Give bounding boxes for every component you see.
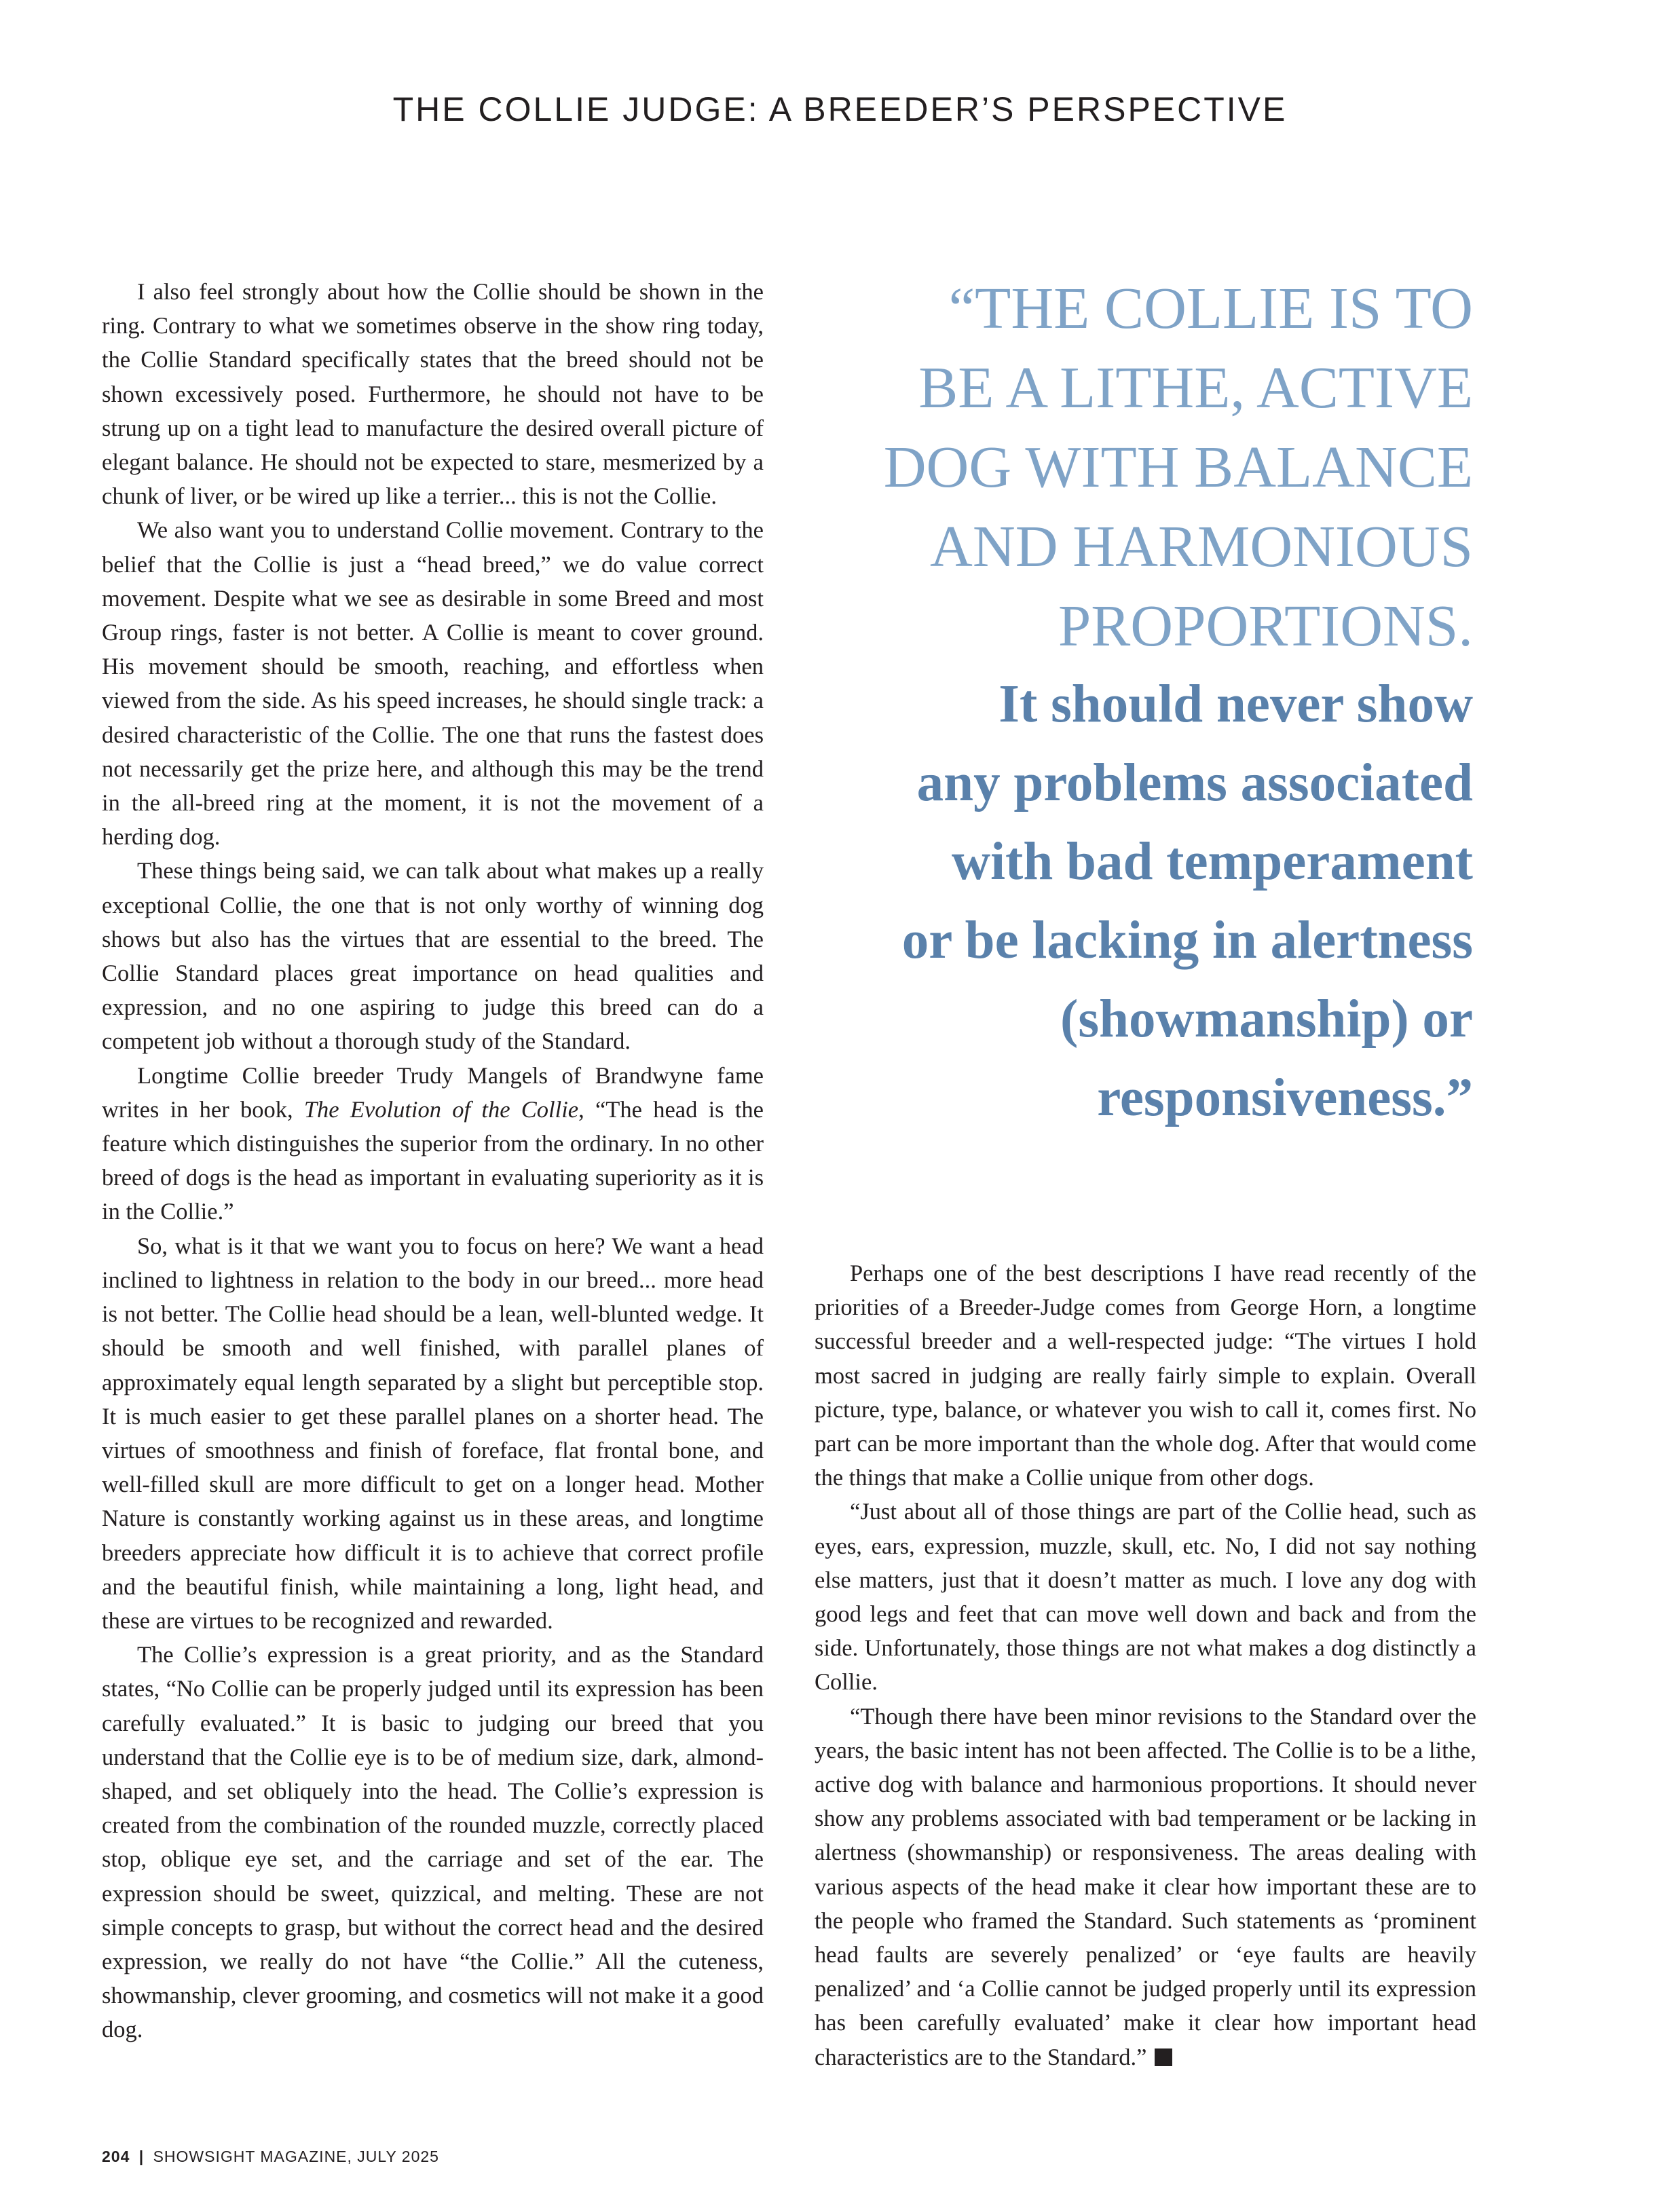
body-paragraph: So, what is it that we want you to focus on here? We want a head inclined to lightness in relation to the body in our breed... more head is not better. The Collie head should be a lean, well-blunted wedge. It should be smooth and well finished, with parallel planes of approximately equal length separated by a slight but perceptible stop. It is much easier to get these parallel planes on a shorter head. The virtues of smoothness and finish of foreface, flat frontal bone, and well-filled skull are more difficult to get on a longer head. Mother Nature is constantly working against us in these areas, and longtime breeders appreciate how difficult it is to achieve that correct profile and the beautiful finish, while maintaining a long, light head, and these are virtues to be recognized and rewarded. [102, 1233, 764, 1634]
pull-quote-bold-line: any problems associated [916, 753, 1473, 812]
article-left-column [102, 275, 764, 2047]
article-right-column [815, 1256, 1476, 2074]
body-paragraph: I also feel strongly about how the Collie should be shown in the ring. Contrary to what we sometimes observe in the show ring today, the Collie Standard specifically states that the breed should not be shown excessively posed. Furthermore, he should not have to be strung up on a tight lead to manufacture the desired overall picture of elegant balance. He should not be expected to stare, mesmerized by a chunk of liver, or be wired up like a terrier... this is not the Collie. [102, 279, 764, 510]
running-title: THE COLLIE JUDGE: A BREEDER’S PERSPECTIVE [392, 90, 1288, 128]
pull-quote-bold-line: It should never show [998, 675, 1473, 734]
pull-quote-line: AND HARMONIOUS [930, 513, 1473, 579]
pull-quote-bold-line: (showmanship) or [1060, 990, 1473, 1049]
publication-line: SHOWSIGHT MAGAZINE, JULY 2025 [153, 2148, 439, 2165]
body-paragraph [102, 1059, 764, 1229]
paragraph-text: , “The head is the feature which distinguishes the superior from the ordinary. In no other breed of dogs is the head as important in evaluating superiority as it is in the Collie.” [102, 1096, 764, 1225]
pull-quote-line: “THE COLLIE IS TO [948, 275, 1473, 341]
paragraph-text: Longtime Collie breeder Trudy Mangels of Brandwyne fame writes in her book, [102, 1062, 764, 1123]
book-title: The Evolution of the Collie [303, 1096, 579, 1123]
body-paragraph [815, 1700, 1476, 2074]
body-paragraph: These things being said, we can talk about what makes up a really exceptional Collie, the one that is not only worthy of winning dog shows but also has the virtues that are essential to the breed. The Collie Standard places great importance on head qualities and expression, and no one aspiring to judge this breed can do a competent job without a thorough study of the Standard. [102, 858, 764, 1055]
pull-quote [801, 268, 1473, 1138]
pull-quote-line: PROPORTIONS. [1058, 593, 1473, 658]
footer-separator: | [138, 2148, 145, 2165]
pull-quote-line: BE A LITHE, ACTIVE [918, 354, 1473, 420]
page-number: 204 [102, 2148, 130, 2165]
pull-quote-line: DOG WITH BALANCE [883, 434, 1473, 500]
body-paragraph: The Collie’s expression is a great priority, and as the Standard states, “No Collie can be properly judged until its expression has been carefully evaluated.” It is basic to judging our breed that you understand that the Collie eye is to be of medium size, dark, almond-shaped, and set obliquely into the head. The Collie’s expression is created from the combination of the rounded muzzle, correctly placed stop, oblique eye set, and the carriage and set of the ear. The expression should be sweet, quizzical, and melting. These are not simple concepts to grasp, but without the correct head and the desired expression, we really do not have “the Collie.” All the cuteness, showmanship, clever grooming, and cosmetics will not make it a good dog. [102, 1642, 764, 2043]
page-footer [102, 2148, 439, 2166]
body-paragraph: We also want you to understand Collie movement. Contrary to the belief that the Collie is just a “head breed,” we do value correct movement. Despite what we see as desirable in some Breed and most Group rings, faster is not better. A Collie is meant to cover ground. His movement should be smooth, reaching, and effortless when viewed from the side. As his speed increases, he should single track: a desired characteristic of the Collie. The one that runs the fastest does not necessarily get the prize here, and although this may be the trend in the all-breed ring at the moment, it is not the movement of a herding dog. [102, 517, 764, 850]
body-paragraph: “Just about all of those things are part of the Collie head, such as eyes, ears, expression, muzzle, skull, etc. No, I did not say nothing else matters, just that it doesn’t matter as much. I love any dog with good legs and feet that can move well down and back and from the side. Unfortunately, those things are not what makes a dog distinctly a Collie. [815, 1499, 1476, 1696]
pull-quote-bold-line: or be lacking in alertness [901, 911, 1473, 970]
paragraph-text: “Though there have been minor revisions to the Standard over the years, the basic intent has not been affected. The Collie is to be a lithe, active dog with balance and harmonious proportions. It should never show any problems associated with bad temperament or be lacking in alertness (showmanship) or responsiveness. The areas dealing with various aspects of the head make it clear how important these are to the people who framed the Standard. Such statements as ‘prominent head faults are severely penalized’ or ‘eye faults are heavily penalized’ and ‘a Collie cannot be judged properly until its expression has been carefully evaluated’ make it clear how important head characteristics are to the Standard.” [815, 1703, 1476, 2070]
pull-quote-bold-line: with bad temperament [952, 832, 1473, 891]
end-of-article-mark [1155, 2048, 1172, 2066]
body-paragraph: Perhaps one of the best descriptions I have read recently of the priorities of a Breeder-Judge comes from George Horn, a longtime successful breeder and a well-respected judge: “The virtues I hold most sacred in judging are really fairly simple to explain. Overall picture, type, balance, or whatever you wish to call it, comes first. No part can be more important than the whole dog. After that would come the things that make a Collie unique from other dogs. [815, 1260, 1476, 1491]
pull-quote-bold-line: responsiveness.” [1097, 1068, 1473, 1127]
